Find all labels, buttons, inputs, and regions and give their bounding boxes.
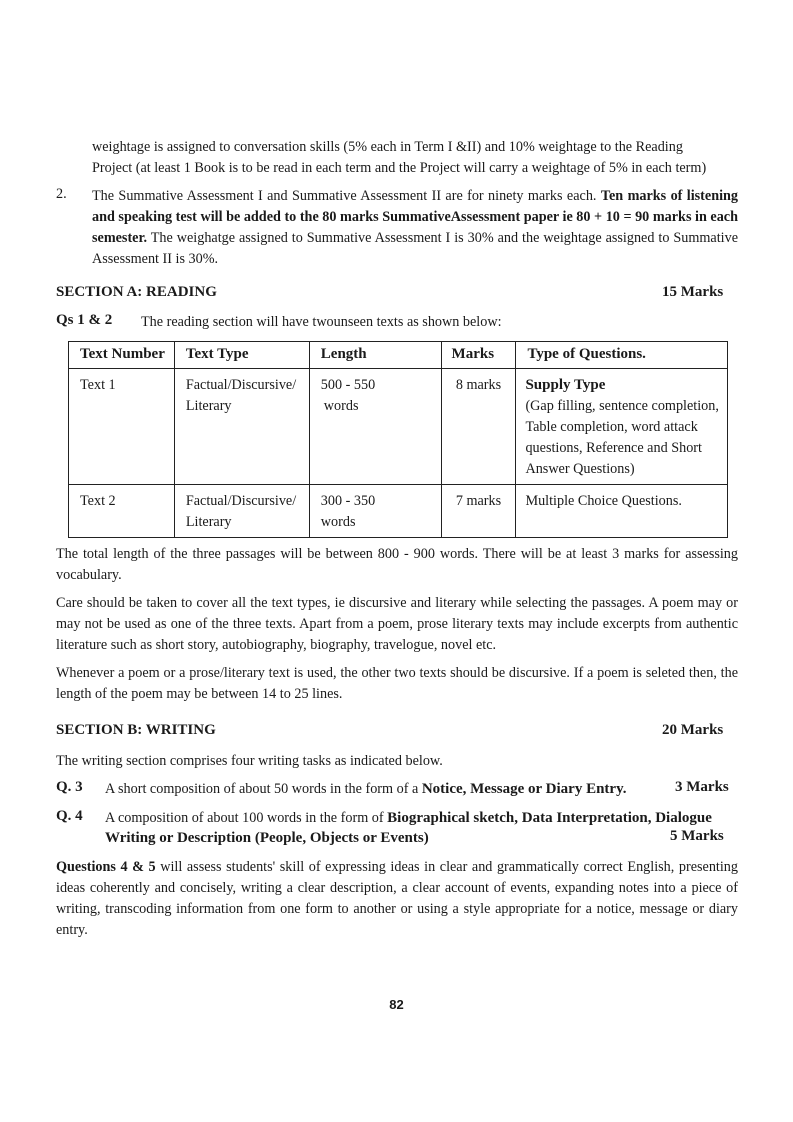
table-header-row [69,342,728,369]
questions-4-5-paragraph [56,857,738,941]
header-marks: Marks [441,342,516,369]
section-b-intro: The writing section comprises four writing tasks as indicated below. [56,753,443,769]
intro-line-1: weightage is assigned to conversation skills (5% each in Term I &II) and 10% weightage to the Reading [92,139,683,155]
intro-line-2: Project (at least 1 Book is to be read in each term and the Project will carry a weightage of 5% in each term) [92,160,707,176]
q4-text-bold-2: Writing or Description (People, Objects or Events) [105,830,429,846]
section-a-paragraph-1: The total length of the three passages will be between 800 - 900 words. There will be at least 3 marks for assessing vocabulary. [56,546,738,583]
cell-line: Factual/Discursive/ [185,493,297,509]
q3-text-bold: Notice, Message or Diary Entry. [421,781,627,797]
q4-label: Q. 4 [56,808,83,824]
cell-line: Table completion, word attack [525,419,698,435]
q3-label: Q. 3 [56,779,83,795]
cell-line: Literary [185,398,232,414]
q4-text-bold-1: Biographical sketch, Data Interpretation, Dialogue [387,810,712,826]
cell-marks: 8 marks [441,369,516,485]
item-2-text-b: The weighatge assigned to Summative Assessment I is 30% and the weightage assigned to Summative Assessment II is 30%. [92,230,738,267]
table-row [69,369,728,485]
cell-line: Literary [185,514,232,530]
cell-length [309,369,441,485]
cell-line: questions, Reference and Short [525,440,702,456]
cell-marks: 7 marks [441,485,516,538]
item-2-text-a: The Summative Assessment I and Summative Assessment II are for ninety marks each. [92,188,601,204]
section-a-heading: SECTION A: READING [56,284,217,300]
section-a-paragraph-2: Care should be taken to cover all the text types, ie discursive and literary while selecting the passages. A poem may or may not be used as one of the three texts. Apart from a poem, prose literary texts may include excerpts from authentic literature such as short story, autobiography, biography, travelogue, novel etc. [56,595,738,653]
cell-length [309,485,441,538]
q4-text-line-2 [105,828,665,849]
item-number: 2. [56,186,67,202]
cell-text-number: Text 1 [69,369,175,485]
section-a-question-text: The reading section will have twounseen texts as shown below: [141,314,502,330]
cell-line: 300 - 350 [320,493,376,509]
item-2-text-bold: Ten marks of listening and speaking test will be added to the 80 marks SummativeAssessment paper ie 80 + 10 = 90 marks in each semester. [92,188,739,246]
header-type-of-questions: Type of Questions. [516,342,728,369]
header-text-type: Text Type [174,342,309,369]
section-a-marks: 15 Marks [662,284,724,300]
cell-line: words [320,514,356,530]
cell-question-type: Multiple Choice Questions. [516,485,728,538]
questions-4-5-text: will assess students' skill of expressing ideas in clear and grammatically correct English, presenting ideas coherently and concisely, writing a clear description, a clear account of events, expanding notes into a piece of writing, transcoding information from one form to another or using a style appropriate for a notice, message or diary entry. [56,859,738,938]
cell-text-type [174,369,309,485]
cell-line: words [323,398,359,414]
question-type-title: Supply Type [525,377,606,393]
cell-line: Answer Questions) [525,461,635,477]
header-length: Length [309,342,441,369]
cell-text-number: Text 2 [69,485,175,538]
questions-4-5-bold: Questions 4 & 5 [56,859,156,875]
q3-marks: 3 Marks [675,779,729,795]
table-row [69,485,728,538]
reading-texts-table [68,341,728,538]
cell-line: (Gap filling, sentence completion, [525,398,719,414]
q3-text-plain: A short composition of about 50 words in the form of a [105,781,422,797]
section-b-heading: SECTION B: WRITING [56,722,216,738]
page-number: 82 [389,997,404,1012]
section-a-question-label: Qs 1 & 2 [56,312,113,328]
cell-text-type [174,485,309,538]
header-text-number: Text Number [69,342,175,369]
item-2-paragraph [92,186,738,270]
q4-marks: 5 Marks [670,828,724,844]
q3-text [105,779,665,800]
section-b-marks: 20 Marks [662,722,724,738]
cell-line: Factual/Discursive/ [185,377,297,393]
cell-question-type [516,369,728,485]
cell-line: 500 - 550 [320,377,376,393]
q4-text-plain: A composition of about 100 words in the form of [105,810,388,826]
q4-text [105,808,745,829]
section-a-paragraph-3: Whenever a poem or a prose/literary text is used, the other two texts should be discursive. If a poem is seleted then, the length of the poem may be between 14 to 25 lines. [56,665,738,702]
